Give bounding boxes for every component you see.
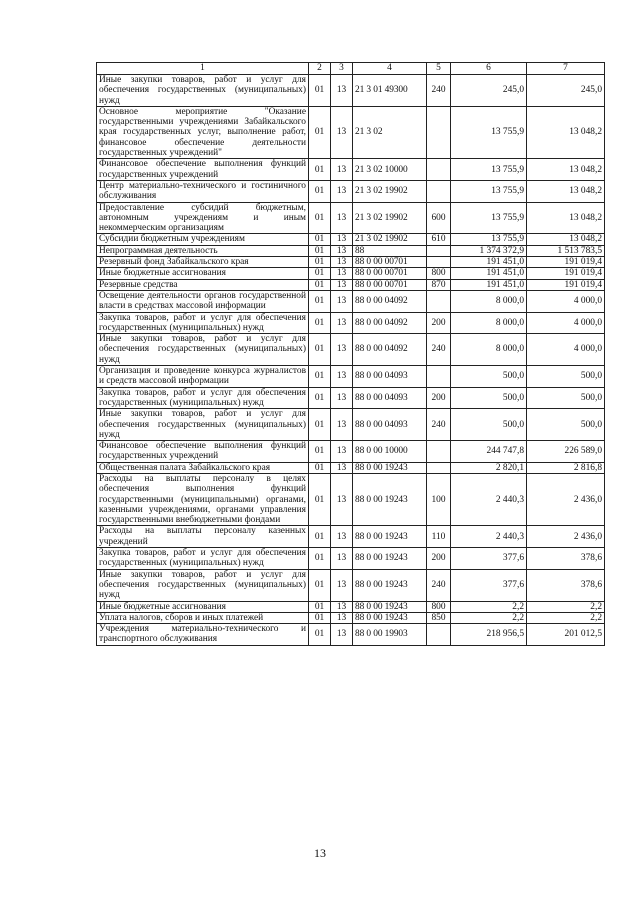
row-name-cell: Иные закупки товаров, работ и услуг для обеспечения государственных (муниципальных) нужд xyxy=(97,75,309,107)
amount-year2-cell: 2,2 xyxy=(527,612,605,623)
table-row xyxy=(97,279,605,290)
table-row xyxy=(97,202,605,234)
row-name-cell: Закупка товаров, работ и услуг для обеспечения государственных (муниципальных) нужд xyxy=(97,387,309,409)
subsection-cell: 13 xyxy=(331,387,353,409)
budget-table xyxy=(96,62,605,646)
target-article-cell: 88 0 00 19243 xyxy=(353,548,427,570)
amount-year2-cell: 2,2 xyxy=(527,601,605,612)
amount-year1-cell: 500,0 xyxy=(451,387,527,409)
section-cell: 01 xyxy=(309,387,331,409)
amount-year2-cell: 2 436,0 xyxy=(527,526,605,548)
row-name-cell: Предоставление субсидий бюджетным, автономным учреждениям и иным некоммерческим организациям xyxy=(97,202,309,234)
section-cell: 01 xyxy=(309,462,331,473)
row-name-cell: Учреждения материально-технического и транспортного обслуживания xyxy=(97,624,309,646)
subsection-cell: 13 xyxy=(331,624,353,646)
subsection-cell: 13 xyxy=(331,462,353,473)
subsection-cell: 13 xyxy=(331,569,353,601)
table-row xyxy=(97,409,605,441)
amount-year1-cell: 2,2 xyxy=(451,612,527,623)
expense-type-cell: 870 xyxy=(427,279,451,290)
table-row xyxy=(97,601,605,612)
row-name-cell: Резервный фонд Забайкальского края xyxy=(97,257,309,268)
subsection-cell: 13 xyxy=(331,612,353,623)
table-row xyxy=(97,75,605,107)
target-article-cell: 21 3 02 10000 xyxy=(353,159,427,181)
table-row xyxy=(97,159,605,181)
subsection-cell: 13 xyxy=(331,106,353,158)
expense-type-cell: 600 xyxy=(427,202,451,234)
amount-year1-cell: 13 755,9 xyxy=(451,180,527,202)
amount-year2-cell: 191 019,4 xyxy=(527,257,605,268)
amount-year2-cell: 13 048,2 xyxy=(527,180,605,202)
target-article-cell: 88 0 00 19243 xyxy=(353,462,427,473)
column-header: 4 xyxy=(353,63,427,75)
table-row xyxy=(97,612,605,623)
amount-year2-cell: 4 000,0 xyxy=(527,312,605,334)
expense-type-cell: 800 xyxy=(427,268,451,279)
row-name-cell: Иные бюджетные ассигнования xyxy=(97,601,309,612)
subsection-cell: 13 xyxy=(331,75,353,107)
amount-year1-cell: 1 374 372,9 xyxy=(451,245,527,256)
amount-year1-cell: 8 000,0 xyxy=(451,312,527,334)
amount-year2-cell: 191 019,4 xyxy=(527,268,605,279)
amount-year1-cell: 2 440,3 xyxy=(451,473,527,525)
expense-type-cell: 200 xyxy=(427,312,451,334)
section-cell: 01 xyxy=(309,159,331,181)
amount-year2-cell: 378,6 xyxy=(527,569,605,601)
expense-type-cell xyxy=(427,257,451,268)
table-row xyxy=(97,548,605,570)
amount-year2-cell: 4 000,0 xyxy=(527,334,605,366)
section-cell: 01 xyxy=(309,312,331,334)
target-article-cell: 88 0 00 04092 xyxy=(353,334,427,366)
column-header: 2 xyxy=(309,63,331,75)
target-article-cell: 88 0 00 19243 xyxy=(353,569,427,601)
amount-year2-cell: 500,0 xyxy=(527,387,605,409)
section-cell: 01 xyxy=(309,180,331,202)
section-cell: 01 xyxy=(309,569,331,601)
subsection-cell: 13 xyxy=(331,279,353,290)
amount-year1-cell: 377,6 xyxy=(451,569,527,601)
target-article-cell: 88 0 00 19243 xyxy=(353,526,427,548)
amount-year1-cell: 500,0 xyxy=(451,409,527,441)
subsection-cell: 13 xyxy=(331,366,353,388)
subsection-cell: 13 xyxy=(331,234,353,245)
amount-year2-cell: 500,0 xyxy=(527,409,605,441)
row-name-cell: Расходы на выплаты персоналу казенных учреждений xyxy=(97,526,309,548)
column-header: 3 xyxy=(331,63,353,75)
row-name-cell: Основное мероприятие "Оказание государственными учреждениями Забайкальского края государственных услуг, выполнение работ, финансовое обеспечение деятельности государственных учреждений" xyxy=(97,106,309,158)
amount-year1-cell: 13 755,9 xyxy=(451,202,527,234)
row-name-cell: Иные закупки товаров, работ и услуг для обеспечения государственных (муниципальных) нужд xyxy=(97,569,309,601)
amount-year1-cell: 13 755,9 xyxy=(451,234,527,245)
amount-year1-cell: 2 440,3 xyxy=(451,526,527,548)
row-name-cell: Центр материально-технического и гостиничного обслуживания xyxy=(97,180,309,202)
amount-year2-cell: 13 048,2 xyxy=(527,159,605,181)
table-row xyxy=(97,234,605,245)
expense-type-cell: 800 xyxy=(427,601,451,612)
amount-year1-cell: 13 755,9 xyxy=(451,106,527,158)
subsection-cell: 13 xyxy=(331,473,353,525)
row-name-cell: Расходы на выплаты персоналу в целях обеспечения выполнения функций государственными (муниципальными) органами, казенными учреждениями, органами управления государственными внебюджетными фондами xyxy=(97,473,309,525)
target-article-cell: 21 3 02 19902 xyxy=(353,202,427,234)
subsection-cell: 13 xyxy=(331,441,353,463)
amount-year1-cell: 500,0 xyxy=(451,366,527,388)
amount-year1-cell: 191 451,0 xyxy=(451,279,527,290)
subsection-cell: 13 xyxy=(331,548,353,570)
target-article-cell: 21 3 01 49300 xyxy=(353,75,427,107)
amount-year2-cell: 4 000,0 xyxy=(527,290,605,312)
row-name-cell: Финансовое обеспечение выполнения функций государственных учреждений xyxy=(97,441,309,463)
expense-type-cell xyxy=(427,366,451,388)
amount-year2-cell: 1 513 783,5 xyxy=(527,245,605,256)
expense-type-cell xyxy=(427,106,451,158)
amount-year1-cell: 377,6 xyxy=(451,548,527,570)
amount-year2-cell: 13 048,2 xyxy=(527,234,605,245)
target-article-cell: 88 0 00 04093 xyxy=(353,387,427,409)
section-cell: 01 xyxy=(309,106,331,158)
expense-type-cell: 200 xyxy=(427,548,451,570)
expense-type-cell: 610 xyxy=(427,234,451,245)
row-name-cell: Иные закупки товаров, работ и услуг для обеспечения государственных (муниципальных) нужд xyxy=(97,334,309,366)
expense-type-cell: 100 xyxy=(427,473,451,525)
row-name-cell: Уплата налогов, сборов и иных платежей xyxy=(97,612,309,623)
target-article-cell: 88 0 00 19903 xyxy=(353,624,427,646)
section-cell: 01 xyxy=(309,279,331,290)
table-row xyxy=(97,366,605,388)
expense-type-cell xyxy=(427,159,451,181)
target-article-cell: 88 0 00 19243 xyxy=(353,473,427,525)
target-article-cell: 21 3 02 19902 xyxy=(353,180,427,202)
subsection-cell: 13 xyxy=(331,334,353,366)
expense-type-cell: 850 xyxy=(427,612,451,623)
amount-year1-cell: 2 820,1 xyxy=(451,462,527,473)
subsection-cell: 13 xyxy=(331,601,353,612)
row-name-cell: Освещение деятельности органов государственной власти в средствах массовой информации xyxy=(97,290,309,312)
amount-year2-cell: 201 012,5 xyxy=(527,624,605,646)
row-name-cell: Иные бюджетные ассигнования xyxy=(97,268,309,279)
table-header-row xyxy=(97,63,605,75)
amount-year2-cell: 191 019,4 xyxy=(527,279,605,290)
amount-year1-cell: 13 755,9 xyxy=(451,159,527,181)
target-article-cell: 21 3 02 xyxy=(353,106,427,158)
target-article-cell: 88 xyxy=(353,245,427,256)
row-name-cell: Закупка товаров, работ и услуг для обеспечения государственных (муниципальных) нужд xyxy=(97,312,309,334)
subsection-cell: 13 xyxy=(331,202,353,234)
section-cell: 01 xyxy=(309,234,331,245)
target-article-cell: 21 3 02 19902 xyxy=(353,234,427,245)
table-row xyxy=(97,257,605,268)
column-header: 1 xyxy=(97,63,309,75)
row-name-cell: Закупка товаров, работ и услуг для обеспечения государственных (муниципальных) нужд xyxy=(97,548,309,570)
page-number: 13 xyxy=(314,846,326,860)
row-name-cell: Резервные средства xyxy=(97,279,309,290)
table-row xyxy=(97,334,605,366)
section-cell: 01 xyxy=(309,290,331,312)
section-cell: 01 xyxy=(309,548,331,570)
row-name-cell: Субсидии бюджетным учреждениям xyxy=(97,234,309,245)
subsection-cell: 13 xyxy=(331,245,353,256)
expense-type-cell: 240 xyxy=(427,409,451,441)
amount-year2-cell: 500,0 xyxy=(527,366,605,388)
section-cell: 01 xyxy=(309,612,331,623)
amount-year2-cell: 13 048,2 xyxy=(527,202,605,234)
expense-type-cell: 240 xyxy=(427,75,451,107)
expense-type-cell: 240 xyxy=(427,334,451,366)
expense-type-cell xyxy=(427,245,451,256)
table-row xyxy=(97,245,605,256)
table-row xyxy=(97,312,605,334)
table-body xyxy=(97,75,605,646)
amount-year1-cell: 244 747,8 xyxy=(451,441,527,463)
target-article-cell: 88 0 00 04093 xyxy=(353,366,427,388)
target-article-cell: 88 0 00 19243 xyxy=(353,612,427,623)
amount-year1-cell: 191 451,0 xyxy=(451,268,527,279)
subsection-cell: 13 xyxy=(331,409,353,441)
table-row xyxy=(97,180,605,202)
amount-year1-cell: 8 000,0 xyxy=(451,334,527,366)
subsection-cell: 13 xyxy=(331,268,353,279)
row-name-cell: Общественная палата Забайкальского края xyxy=(97,462,309,473)
amount-year2-cell: 2 816,8 xyxy=(527,462,605,473)
target-article-cell: 88 0 00 00701 xyxy=(353,268,427,279)
target-article-cell: 88 0 00 10000 xyxy=(353,441,427,463)
target-article-cell: 88 0 00 04092 xyxy=(353,312,427,334)
section-cell: 01 xyxy=(309,624,331,646)
subsection-cell: 13 xyxy=(331,180,353,202)
table-row xyxy=(97,526,605,548)
expense-type-cell xyxy=(427,441,451,463)
section-cell: 01 xyxy=(309,473,331,525)
amount-year2-cell: 245,0 xyxy=(527,75,605,107)
subsection-cell: 13 xyxy=(331,526,353,548)
row-name-cell: Иные закупки товаров, работ и услуг для обеспечения государственных (муниципальных) нужд xyxy=(97,409,309,441)
section-cell: 01 xyxy=(309,75,331,107)
subsection-cell: 13 xyxy=(331,159,353,181)
target-article-cell: 88 0 00 04093 xyxy=(353,409,427,441)
amount-year1-cell: 2,2 xyxy=(451,601,527,612)
amount-year2-cell: 13 048,2 xyxy=(527,106,605,158)
table-row xyxy=(97,387,605,409)
expense-type-cell xyxy=(427,462,451,473)
section-cell: 01 xyxy=(309,526,331,548)
section-cell: 01 xyxy=(309,334,331,366)
section-cell: 01 xyxy=(309,441,331,463)
amount-year2-cell: 2 436,0 xyxy=(527,473,605,525)
section-cell: 01 xyxy=(309,245,331,256)
column-header: 5 xyxy=(427,63,451,75)
table-row xyxy=(97,268,605,279)
expense-type-cell: 240 xyxy=(427,569,451,601)
table-row xyxy=(97,569,605,601)
subsection-cell: 13 xyxy=(331,290,353,312)
section-cell: 01 xyxy=(309,268,331,279)
target-article-cell: 88 0 00 00701 xyxy=(353,257,427,268)
section-cell: 01 xyxy=(309,202,331,234)
amount-year2-cell: 378,6 xyxy=(527,548,605,570)
table-row xyxy=(97,462,605,473)
amount-year1-cell: 191 451,0 xyxy=(451,257,527,268)
column-header: 7 xyxy=(527,63,605,75)
row-name-cell: Непрограммная деятельность xyxy=(97,245,309,256)
expense-type-cell xyxy=(427,624,451,646)
section-cell: 01 xyxy=(309,601,331,612)
target-article-cell: 88 0 00 00701 xyxy=(353,279,427,290)
expense-type-cell xyxy=(427,180,451,202)
expense-type-cell xyxy=(427,290,451,312)
column-header: 6 xyxy=(451,63,527,75)
amount-year2-cell: 226 589,0 xyxy=(527,441,605,463)
section-cell: 01 xyxy=(309,257,331,268)
expense-type-cell: 110 xyxy=(427,526,451,548)
subsection-cell: 13 xyxy=(331,257,353,268)
row-name-cell: Финансовое обеспечение выполнения функций государственных учреждений xyxy=(97,159,309,181)
table-row xyxy=(97,473,605,525)
table-row xyxy=(97,624,605,646)
row-name-cell: Организация и проведение конкурса журналистов и средств массовой информации xyxy=(97,366,309,388)
table-row xyxy=(97,441,605,463)
section-cell: 01 xyxy=(309,366,331,388)
table-row xyxy=(97,290,605,312)
subsection-cell: 13 xyxy=(331,312,353,334)
amount-year1-cell: 8 000,0 xyxy=(451,290,527,312)
section-cell: 01 xyxy=(309,409,331,441)
amount-year1-cell: 218 956,5 xyxy=(451,624,527,646)
expense-type-cell: 200 xyxy=(427,387,451,409)
amount-year1-cell: 245,0 xyxy=(451,75,527,107)
target-article-cell: 88 0 00 19243 xyxy=(353,601,427,612)
table-row xyxy=(97,106,605,158)
target-article-cell: 88 0 00 04092 xyxy=(353,290,427,312)
